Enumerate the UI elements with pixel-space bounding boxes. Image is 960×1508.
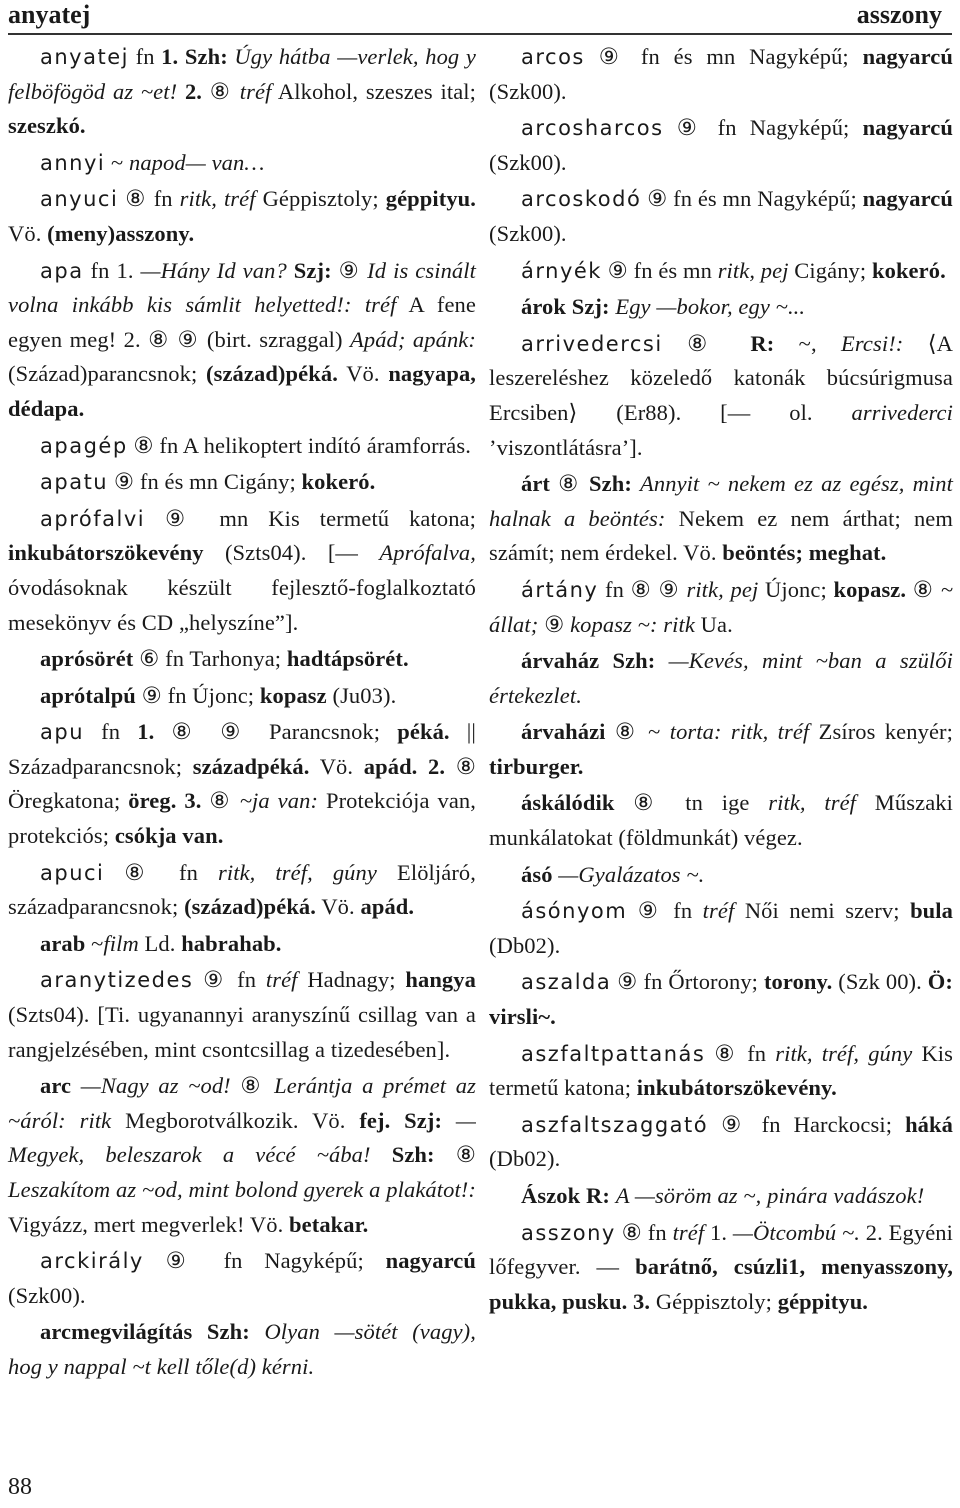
headword: arckirály <box>40 1249 144 1274</box>
headword: apagép <box>40 433 128 458</box>
plain-text: ⑨ fn Őrtorony; <box>611 969 764 995</box>
plain-text: (Db02). <box>489 1146 561 1172</box>
entry-aprosoret <box>8 642 476 677</box>
entry-aso <box>489 858 953 893</box>
headword: árvaház <box>521 648 600 674</box>
plain-text: ⑨ mn Kis termetű katona; <box>145 505 476 531</box>
italic-text: Id is csinált volna inkább kis sámlit helyetted!: <box>8 257 476 318</box>
plain-text: Géppisztoly; <box>255 186 386 212</box>
plain-text: A fene egyen meg! 2. ⑧ ⑨ (birt. szraggal) <box>8 292 476 352</box>
plain-text: Protekciója van, protekciós; <box>8 788 476 849</box>
plain-text: ⑧ Öregkatona; <box>8 753 477 814</box>
italic-text: tréf <box>364 292 397 318</box>
bold-text: (meny)asszony. <box>47 220 195 246</box>
bold-text: 1. <box>137 719 155 745</box>
plain-text: ’viszontlátásra’]. <box>489 434 643 460</box>
bold-text: nagyarcú <box>862 115 953 141</box>
headword: aszfaltpattanás <box>521 1041 706 1066</box>
plain-text: (Ju03). <box>326 682 397 708</box>
plain-text: Ld. <box>138 930 182 956</box>
plain-text: ⟨A leszereléshez közeledő katonák búcsúrigmusa Ercsiben⟩ (Er88). [— ol. <box>489 330 953 425</box>
bold-text: 1. Szh: <box>161 44 235 69</box>
plain-text: (Szk00). <box>489 220 567 246</box>
plain-text: Cigány; <box>788 257 872 283</box>
plain-text: Vigyázz, mert megverlek! Vö. <box>8 1211 290 1237</box>
plain-text: Vö. <box>316 894 361 920</box>
plain-text: ⑧ fn A helikoptert indító áramforrás. <box>127 432 471 458</box>
headword: árok <box>521 294 566 320</box>
entry-asonyom <box>489 894 953 963</box>
headword: áskálódik <box>521 790 615 816</box>
italic-text: kopasz ~: ritk <box>570 611 695 637</box>
italic-text: —Ötcombú ~. <box>732 1219 860 1245</box>
italic-text: ritk, tréf <box>179 186 256 212</box>
plain-text <box>287 258 294 283</box>
italic-text: tréf <box>239 78 272 104</box>
bold-text: barátnő, csúzli1, menyasszony, pukka, pusku. 3. <box>489 1254 953 1314</box>
entry-arnyek <box>489 254 953 289</box>
plain-text: || Századparancsnok; <box>8 719 476 779</box>
italic-text: Úgy hátba —verlek, hog y felböfögöd az ~et! <box>8 44 476 104</box>
page-number: 88 <box>8 1474 32 1500</box>
bold-text: géppityu. <box>385 186 477 212</box>
plain-text: Géppisztoly; <box>650 1288 778 1314</box>
plain-text: 1. <box>704 1219 733 1245</box>
bold-text: tirburger. <box>489 753 584 779</box>
bold-text: kokeró. <box>301 469 376 495</box>
plain-text <box>371 1142 392 1167</box>
bold-text: inkubátorszökevény. <box>636 1075 837 1101</box>
italic-text: A —söröm az ~, pinára vadászok! <box>615 1183 925 1208</box>
italic-text: ritk, pej <box>686 576 759 602</box>
headword: arab <box>40 930 86 956</box>
plain-text: fn 1. <box>83 257 141 283</box>
plain-text: (Db02). <box>489 932 561 958</box>
headword: ásónyom <box>521 899 628 924</box>
headword: arcosharcos <box>521 116 664 141</box>
plain-text <box>632 471 640 496</box>
headword: arcos <box>521 45 585 69</box>
plain-text: ⑧ fn <box>118 186 180 212</box>
headword: árt <box>521 471 551 497</box>
plain-text: Hadnagy; <box>297 967 406 993</box>
headword: apatu <box>40 470 109 495</box>
plain-text: ⑧ ~ <box>605 719 670 745</box>
italic-text: —Megyek, beleszarok a vécé ~ába! <box>8 1107 476 1168</box>
entry-arckiraly <box>8 1244 476 1313</box>
italic-text: Annyit ~ nekem ez az egész, mint halnak a beöntés: <box>489 471 953 531</box>
plain-text: ⑧ <box>906 576 941 602</box>
plain-text: (Szk 00). <box>832 969 928 995</box>
italic-text: tréf <box>265 967 298 993</box>
italic-text: arrivederci <box>851 399 953 425</box>
entry-artany <box>489 573 953 642</box>
bold-text: századpéká. <box>192 753 310 779</box>
entry-apa <box>8 254 476 427</box>
plain-text: ⑧ fn <box>705 1040 776 1066</box>
headword: aszalda <box>521 970 612 995</box>
entry-apatu <box>8 465 476 500</box>
italic-text: film <box>103 930 139 956</box>
plain-text: 2. Egyéni lőfegyver. — <box>489 1219 954 1280</box>
bold-text: Ö: virsli~. <box>489 969 953 1030</box>
italic-text: ritk, pej <box>717 257 789 283</box>
entry-art <box>489 467 953 571</box>
plain-text: Ua. <box>694 611 733 637</box>
italic-text: tréf <box>672 1219 705 1245</box>
header-rule <box>8 33 952 35</box>
plain-text: ⑧ <box>201 788 240 814</box>
entry-asszony <box>489 1216 953 1320</box>
bold-text: Szj: <box>293 257 332 283</box>
plain-text: Megborotválkozik. Vö. <box>111 1107 360 1133</box>
italic-text: Ercsi!: <box>841 330 904 356</box>
plain-text: ⑧ <box>434 1142 477 1168</box>
plain-text: ~, <box>774 330 842 356</box>
bold-text: R: <box>586 1183 610 1208</box>
italic-text: Leszakítom az ~od, mint bolond gyerek a plakátot!: <box>8 1177 476 1202</box>
headword: arc <box>40 1073 72 1099</box>
italic-text: —Nagy az ~od! <box>80 1073 231 1099</box>
plain-text: (Szk00). <box>8 1282 86 1308</box>
entry-arcmegvilagitas <box>8 1315 476 1384</box>
running-head-left: anyatej <box>8 0 91 29</box>
headword: annyi <box>40 150 106 175</box>
plain-text <box>442 1108 456 1133</box>
italic-text: Olyan —sötét (vagy), hog y nappal ~t kell tőle(d) kérni. <box>8 1319 477 1379</box>
entry-arok <box>489 290 953 325</box>
headword: Ászok <box>521 1183 581 1208</box>
bold-text: Szh: <box>589 471 632 497</box>
headword: apa <box>40 258 84 283</box>
headword: aprófalvi <box>40 506 146 531</box>
headword: asszony <box>521 1220 616 1245</box>
bold-text: inkubátorszökevény <box>8 540 204 566</box>
bold-text: hangya <box>405 967 476 993</box>
entry-apagep <box>8 429 476 464</box>
plain-text: ⑨ fn <box>627 898 703 924</box>
plain-text: (Szts04). [— <box>203 540 380 566</box>
plain-text: Női nemi szerv; <box>734 898 911 924</box>
running-head-right: asszony <box>856 0 942 29</box>
plain-text: ⑧ <box>662 330 751 356</box>
entry-anyuci <box>8 182 476 251</box>
headword: apu <box>40 720 85 745</box>
bold-text: beöntés; meghat. <box>722 540 887 566</box>
plain-text: ⑨ fn és mn <box>601 257 718 283</box>
bold-text: géppityu. <box>777 1288 869 1314</box>
plain-text: fn ⑧ ⑨ <box>598 576 687 602</box>
plain-text: ⑧ <box>202 78 240 104</box>
bold-text: nagyarcú <box>385 1248 476 1274</box>
italic-text: Lerántja a prémet az ~áról: ritk <box>8 1073 476 1133</box>
bold-text: betakar. <box>289 1211 369 1237</box>
plain-text: ⑨ fn Nagyképű; <box>143 1248 386 1274</box>
plain-text: ⑧ tn ige <box>614 790 769 816</box>
entry-arcoskodo <box>489 182 953 251</box>
bold-text: apád. <box>360 894 415 920</box>
italic-text: —Gyalázatos ~. <box>558 861 705 887</box>
bold-text: kopasz <box>259 682 327 708</box>
plain-text: (Szk00). <box>489 78 567 104</box>
plain-text: Zsíros kenyér; <box>809 719 953 745</box>
headword: arcmegvilágítás <box>40 1319 193 1345</box>
plain-text: ⑧ <box>550 471 589 497</box>
italic-text: torta: ritk, tréf <box>669 719 810 745</box>
headword: aprótalpú <box>40 682 136 708</box>
plain-text: Műszaki munkálatokat (földmunkát) végez. <box>489 790 953 851</box>
plain-text: fn <box>128 44 162 69</box>
headword: árvaházi <box>521 719 606 745</box>
entry-annyi <box>8 146 476 181</box>
bold-text: Szh: <box>206 1319 250 1345</box>
bold-text: szeszkó. <box>8 113 86 139</box>
plain-text: ⑨ fn és mn Nagyképű; <box>641 186 863 212</box>
plain-text: Kis termetű katona; <box>489 1040 954 1101</box>
italic-text: —Hány Id van? <box>140 257 287 283</box>
bold-text: csókja van. <box>114 823 224 849</box>
entry-aranytizedes <box>8 963 476 1067</box>
plain-text: ⑨ fn Nagyképű; <box>663 115 863 141</box>
entry-apuci <box>8 856 476 925</box>
plain-text: ⑨ fn és mn Cigány; <box>108 469 302 495</box>
plain-text: ⑧ ⑨ Parancsnok; <box>154 719 398 745</box>
italic-text: napod— van… <box>128 149 265 175</box>
bold-text: öreg. 3. <box>128 788 202 814</box>
plain-text: ⑧ fn <box>104 859 219 885</box>
italic-text: ~ja van: <box>239 788 319 814</box>
entry-arrivedercsi <box>489 327 953 465</box>
italic-text: Aprófalva, <box>379 540 476 566</box>
bold-text: kokeró. <box>871 257 946 283</box>
italic-text: ritk, tréf <box>768 790 857 816</box>
plain-text: Újonc; <box>758 576 834 602</box>
plain-text: ~ <box>85 930 104 956</box>
bold-text: habrahab. <box>181 930 282 956</box>
bold-text: háká <box>905 1111 953 1137</box>
entry-anyatej <box>8 40 476 144</box>
entry-arcosharcos <box>489 111 953 180</box>
plain-text: Elöljáró, századparancsnok; <box>8 859 477 920</box>
plain-text <box>655 648 668 673</box>
entry-aprotalpu <box>8 679 476 714</box>
plain-text: Nekem ez nem árthat; nem számít; nem érdekel. Vö. <box>489 505 953 566</box>
plain-text: (Szk00). <box>489 149 567 175</box>
entry-arvahazi <box>489 715 953 784</box>
entry-arcos <box>489 40 953 109</box>
headword: aprósörét <box>40 646 134 672</box>
plain-text: ⑨ fn és mn Nagyképű; <box>584 44 863 69</box>
plain-text: Vö. <box>309 753 364 779</box>
plain-text <box>352 292 365 317</box>
entry-apu <box>8 715 476 853</box>
plain-text <box>71 1073 81 1098</box>
plain-text: Alkohol, szeszes ital; <box>271 78 476 104</box>
bold-text: (század)péká. <box>206 361 338 387</box>
page-header <box>0 0 960 34</box>
headword: arcoskodó <box>521 187 642 212</box>
italic-text: tréf <box>702 898 735 924</box>
left-column <box>8 40 476 1387</box>
entry-aprofalvi <box>8 502 476 640</box>
italic-text: Apád; apánk: <box>350 326 476 352</box>
entry-aszfaltszaggato <box>489 1108 953 1177</box>
headword: anyatej <box>40 45 129 69</box>
bold-text: Szj: <box>571 294 610 320</box>
headword: anyuci <box>40 187 119 212</box>
italic-text: —Kevés, mint ~ban a szülői értekezlet. <box>489 648 953 708</box>
plain-text: Vö. <box>8 220 48 246</box>
plain-text: ⑨ fn <box>193 967 266 993</box>
bold-text: bula <box>910 898 953 924</box>
entry-arab <box>8 927 476 962</box>
bold-text: Szh: <box>612 648 656 674</box>
bold-text: nagyapa, dédapa. <box>8 361 477 421</box>
headword: ásó <box>521 861 553 887</box>
entry-arc <box>8 1069 476 1242</box>
entry-arvahaz <box>489 644 953 713</box>
bold-text: hadtápsörét. <box>286 646 409 672</box>
bold-text: nagyarcú <box>862 44 953 69</box>
bold-text: R: <box>750 330 775 356</box>
plain-text: óvodásoknak készült fejlesztő-foglalkoztató mesekönyv és CD „helyszíne”]. <box>8 574 476 635</box>
bold-text: péká. <box>397 719 450 745</box>
bold-text: 2. <box>184 78 203 104</box>
plain-text: ⑨ <box>538 611 571 637</box>
plain-text: ⑨ fn Újonc; <box>135 682 260 708</box>
italic-text: Egy —bokor, egy ~... <box>615 294 806 320</box>
bold-text: fej. Szj: <box>359 1107 443 1133</box>
headword: apuci <box>40 860 105 885</box>
plain-text <box>599 648 612 673</box>
headword: aranytizedes <box>40 968 194 993</box>
entry-aszok <box>489 1179 953 1214</box>
headword: aszfaltszaggató <box>521 1112 709 1137</box>
bold-text: (század)péká. <box>184 894 317 920</box>
bold-text: Szh: <box>391 1142 435 1168</box>
headword: ártány <box>521 577 599 602</box>
plain-text: ⑧ fn <box>615 1219 673 1245</box>
plain-text: Vö. <box>337 361 389 387</box>
right-column <box>489 40 953 1321</box>
bold-text: torony. <box>763 969 833 995</box>
headword: árnyék <box>521 258 602 283</box>
plain-text: ⑨ fn Harckocsi; <box>708 1111 906 1137</box>
plain-text <box>250 1319 265 1344</box>
headword: arrivedercsi <box>521 331 663 356</box>
plain-text <box>177 79 185 104</box>
italic-text: ~ állat; <box>489 576 953 637</box>
plain-text: (Szts04). [Ti. ugyanannyi aranyszínű csillag van a rangjelzésében, mint csontcsillag a tizedesében]. <box>8 1002 476 1062</box>
plain-text: ⑥ fn Tarhonya; <box>133 646 287 672</box>
plain-text <box>192 1319 207 1344</box>
bold-text: kopasz. <box>833 576 907 602</box>
plain-text: ⑨ <box>331 257 368 283</box>
bold-text: nagyarcú <box>862 186 953 212</box>
entry-aszalda <box>489 965 953 1034</box>
entry-askalodik <box>489 786 953 855</box>
italic-text: ritk, tréf, gúny <box>775 1040 913 1066</box>
entry-aszfaltpattanas <box>489 1037 953 1106</box>
plain-text: ~ <box>105 149 129 175</box>
bold-text: apád. 2. <box>363 753 446 779</box>
plain-text: (Század)parancsnok; <box>8 361 206 387</box>
plain-text: ⑧ <box>230 1073 275 1099</box>
plain-text: fn <box>84 719 138 745</box>
italic-text: ritk, tréf, gúny <box>218 859 377 885</box>
